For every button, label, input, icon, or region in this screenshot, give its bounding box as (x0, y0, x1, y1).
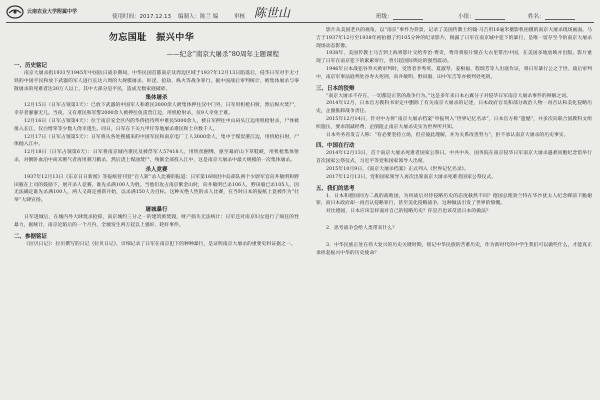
paragraph: 《拉贝日记》：拉贝撰写的日记《拉贝日记》，详细记录了日军在南京犯下的种种暴行，是证明南京大屠杀的重要史料证据之一。 (24, 241, 296, 247)
paragraph: 日本外务省发言人称：“有必要坚持立场，但应彼此理解，并为关系改善努力”，拒不承认南京大屠杀的历史事实。 (326, 132, 569, 138)
paragraph: 1938年，美国传教士马吉到上海将影片交给乔治·费奇，费奇将胶片缝在大衣里带出中国，在美国多地放映并出版。影片重现了日军在南京犯下的累累罪行，曾引起国际舆论的强烈震动。 (316, 51, 592, 65)
name-field: 姓名： (528, 12, 575, 20)
handwritten-signature: 陈世山 (254, 6, 291, 20)
class-field: 班级： (376, 12, 423, 20)
paragraph: 2015年12月14日，针对中方将“南京大屠杀档案”申报列入“世界记忆名录”，日本官方称“遗憾”，并多次向联合国教科文组织施压，要求削减经费，企图阻止南京大屠杀史实为世界所共知。 (316, 116, 592, 130)
reviewer-label: 审核 (234, 14, 246, 20)
paragraph: 12月18日（日军占领第6天）：日军将南京城内难民及被俘军人57418人，用铁丝捆绑，驱至幕府山下草鞋峡，用机枪集体射杀，对倒卧血泊中尚未断气者再用刺刀戳杀，然后浇上煤油焚尸，残骸全部投入江中，这是南京大屠杀中最大规模的一次集体屠杀。 (14, 150, 299, 163)
question-1-followup: 对比德国，日本应该怎样面对自己的侵略历史？你是否也该反思日本的做法？ (326, 209, 491, 215)
section-japan-denial-heading: 三、日本的狡辩 (316, 85, 355, 92)
paragraph: 2017年12月13日，党和国家领导人再次出席南京大屠杀死难者国家公祭仪式。 (326, 174, 497, 180)
section-history-heading: 一、历史铭记 (14, 63, 48, 69)
paragraph: 1946年日本战犯谷寿夫被审判时，受害者李秀英、夏淑琴、姜根福、程瑞芳等人出庭作证，将日军暴行公之于世。战后审判中，南京军事法庭判处谷寿夫死刑，向井敏明、野田毅、田中军吉等亦被判处死刑。 (316, 66, 592, 80)
group-field: 小组： (458, 12, 505, 20)
section-evidence-heading: 二、参据铭证 (14, 233, 48, 240)
paragraph: 2015年10月9日，《南京大屠杀档案》正式列入《世界记忆名录》。 (326, 166, 469, 172)
paragraph: 1937年12月13日《东京日日新闻》等报纸曾刊登“百人斩”杀人比赛的报道：日军第16师团中岛部队两个少尉军官向井敏明和野田毅在上司的鼓励下，展开杀人竞赛，谁先杀满100人为胜。当他们攻占南京紫金山时，向井敏明已杀106人，野田毅已杀105人，因无法确定谁先杀满100人，两人又商定重新开始，以杀满150人为目标。这种灭绝人性的杀人比赛，在当时日本的报纸上竟被作为“壮举”大肆宣扬。 (14, 174, 299, 204)
question-3: 3．中华民族正处在伟大复兴的历史关键时期，铭记中华民族的苦难历史，作为新时代的中学生我们可以做些什么，才能真正承担起振兴中华的历史使命？ (316, 242, 592, 256)
paragraph: 12月17日（日军占领第5天）：日军将从各处搜捕来的中国军民和南京电厂工人3000余人，集中于煤炭港江边，用机枪扫射，尸体抛入江中。 (14, 134, 299, 148)
question-2: 2．思考战争会给人类带来什么？ (326, 225, 397, 231)
document-title: 勿忘国耻 振兴中华 (108, 33, 195, 43)
subheading-killing-contest: 杀人竞赛 (145, 166, 168, 173)
right-column (316, 27, 592, 257)
left-column (14, 27, 299, 248)
answer-space (316, 233, 592, 242)
paragraph: 12月15日（日军占领第3天）：已放下武器的中国军人和难民3000余人被集体押往汉中门外，日军用机枪扫射，然后纵火焚尸，幸存者寥寥无几。当夜，又有难民和军警2000余人被押往鱼雷营江边，用机枪射杀，仅9人幸免于难。 (14, 103, 299, 117)
document-subtitle: ——纪念“南京大屠杀”80周年主题课程 (166, 50, 279, 58)
question-1: 1．日本和德国同为二战的战败国，为何战后对待侵略历史的态度截然不同？德国总理勃兰特在华沙犹太人纪念碑前下跪谢罪，而日本政府却一再否认侵略罪行，甚至美化侵略战争，这种做法引发了世界的愤慨。 (316, 193, 592, 207)
subheading-mass-killing: 集体屠杀 (145, 95, 168, 102)
school-emblem-icon (6, 5, 24, 19)
subheading-atrocities: 屠城暴行 (145, 206, 168, 213)
section-china-action-heading: 四、中国在行动 (316, 143, 355, 150)
paragraph: 12月16日（日军占领第4天）：位于南京安全区内的华侨招待所中难民5000余人，被日军押往中山码头江边用机枪射杀，尸体被推入长江，仅白增荣等少数人侥幸逃生。同日，日军在下关九甲圩等地屠杀难民和士兵数千人。 (14, 118, 299, 132)
section-reflection-heading: 五、我们的思考 (316, 185, 355, 192)
header-rule (6, 22, 594, 23)
school-name: 云南农业大学附属中学 (27, 9, 78, 15)
answer-space (316, 216, 592, 225)
date-field: 使用时间：2017.12.13 (112, 14, 172, 20)
paragraph: 2014年12月13日，首个南京大屠杀死难者国家公祭日。中共中央、国务院在南京侵华日军南京大屠杀遇难同胞纪念馆举行首次国家公祭仪式，习近平等党和国家领导人出席。 (316, 151, 592, 165)
paragraph: 日军进城后，在城内外大肆烧杀抢掠，南京城约三分之一的建筑被焚毁，财产损失无法统计；日军还对南京妇女进行了疯狂的性暴力，据统计，南京沦陷后的一个月内，全城发生两万起以上强奸、轮奸事件。 (14, 214, 299, 228)
school-logo (6, 4, 78, 20)
paragraph: 2014年12月，日本官方教科书审定中删除了有关南京大屠杀的记述，日本政府官员和部分政治人物一再否认和美化侵略历史，企图推卸战争责任。 (316, 101, 592, 115)
paragraph: 影片从美国老兵的视角，以“南京”事件为背景，记录了美国传教士约翰·马吉用16毫米摄影机拍摄的南京大屠杀现场画面。马吉于1937年12月至1938年初拍摄了约105分钟的纪录影片，揭露了日军在南京城中犯下的暴行，是唯一留存至今的南京大屠杀现场动态影像。 (316, 28, 592, 49)
paragraph: 南京大屠杀指1931至1945年中国抗日战争期间，中华民国首都南京及周边区域于1937年12月13日陷落后，侵华日军对手无寸铁的中国平民和放下武器的军人进行长达六周的大规模屠杀、奸淫、抢劫、纵火等战争罪行。据中国战后审判统计，被集体屠杀与零散屠杀的死难者达30万人以上，其中大部分是平民，造成无数家庭破碎。 (14, 71, 299, 92)
editor-field: 编制人：陈兰 编 (178, 14, 219, 20)
paragraph: “南京大屠杀不存在，一切都是正常的战争行为。”这是多年来日本右翼分子对侵华日军南京大屠杀事件的辩解之词。 (326, 93, 571, 99)
